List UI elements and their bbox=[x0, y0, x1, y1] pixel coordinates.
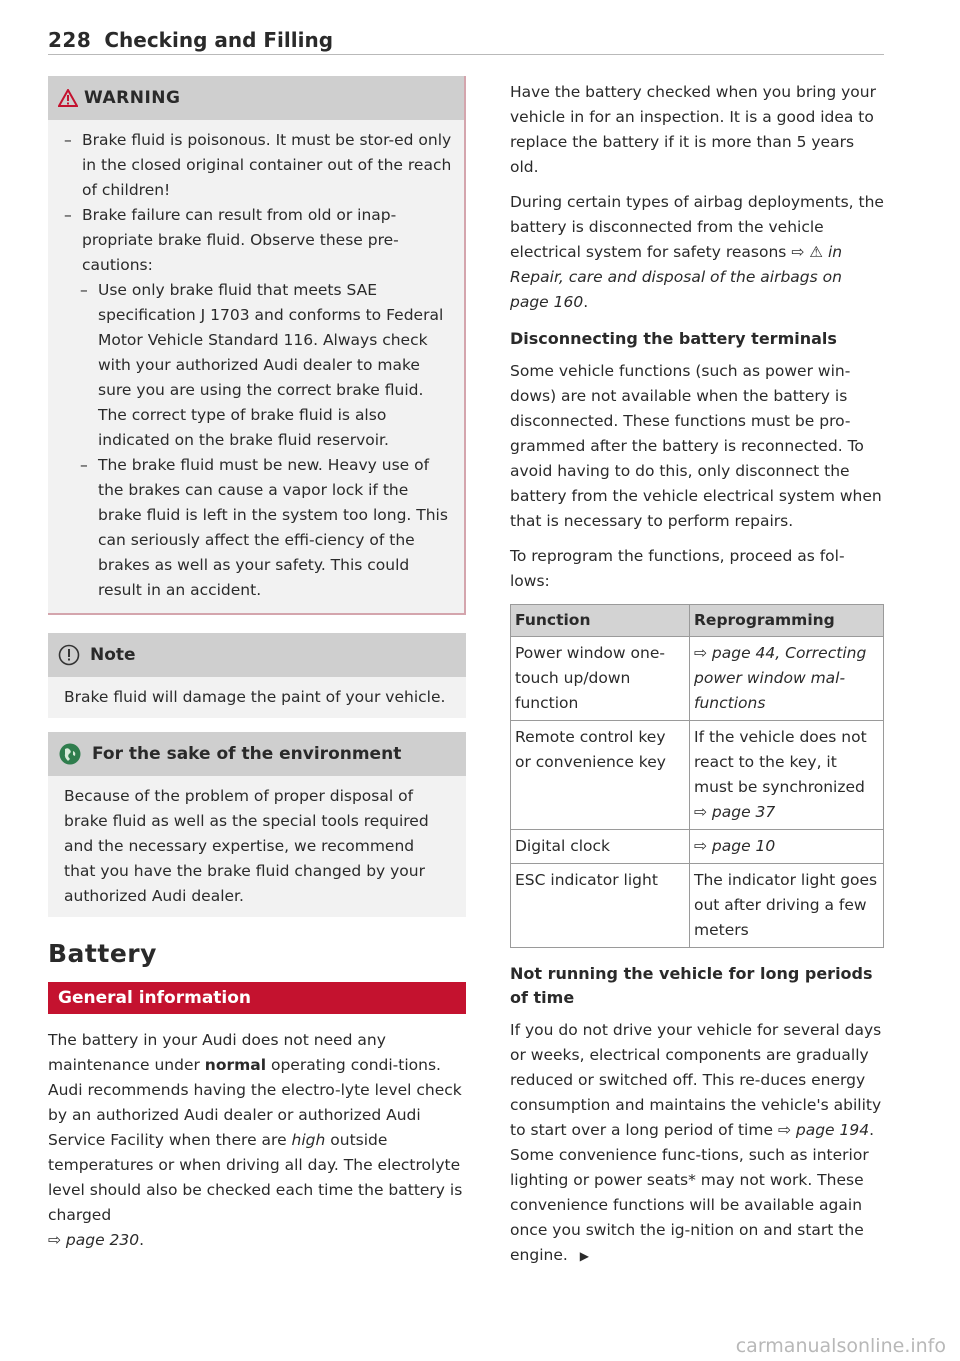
page-ref-link[interactable]: ⇨ page 230 bbox=[48, 1231, 140, 1249]
note-title: Note bbox=[90, 645, 136, 665]
reprogram-intro: To reprogram the functions, proceed as fol-lows: bbox=[510, 547, 845, 590]
page-ref-link[interactable]: ⇨ page 194 bbox=[777, 1121, 870, 1139]
section-title: Checking and Filling bbox=[104, 28, 334, 52]
watermark: carmanualsonline.info bbox=[735, 1335, 946, 1357]
battery-paragraph: The battery in your Audi does not need any maintenance under normal operating condi-tions. Audi recommends having the electro-lyte level check by an authorized Audi dealer or authorized Audi Service Facility when there are high outside temperatures or when driving all day. The electrolyte level should also be checked each time the battery is charged ⇨ page 230. bbox=[48, 1031, 463, 1249]
table-cell: Digital clock bbox=[511, 830, 690, 864]
environment-title: For the sake of the environment bbox=[92, 744, 402, 764]
page-ref-link[interactable]: ⇨ page 37 bbox=[694, 803, 776, 821]
general-information-bar: General information bbox=[48, 982, 466, 1014]
table-header: Function bbox=[511, 605, 690, 637]
warning-triangle-icon bbox=[58, 89, 78, 107]
note-exclamation-icon bbox=[58, 644, 80, 666]
table-cell-link[interactable]: ⇨ page 44, Correcting power window mal-functions bbox=[690, 637, 884, 721]
warning-item: – Brake fluid is poisonous. It must be stor-ed only in the closed original container out of the reach of children! bbox=[64, 128, 452, 203]
table-cell-link[interactable]: ⇨ page 10 bbox=[690, 830, 884, 864]
right-column bbox=[510, 80, 884, 1279]
warning-subitem: – Use only brake fluid that meets SAE specification J 1703 and conforms to Federal Motor Vehicle Standard 116. Always check with your authorized Audi dealer to make sure you are using the correct brake fluid. The correct type of brake fluid is also indicated on the brake fluid reservoir. bbox=[64, 278, 452, 453]
table-row bbox=[511, 721, 884, 830]
disconnecting-heading: Disconnecting the battery terminals bbox=[510, 329, 837, 348]
table-cell: The indicator light goes out after driving a few meters bbox=[690, 864, 884, 948]
airbag-paragraph: During certain types of airbag deployments, the battery is disconnected from the vehicle electrical system for safety reasons ⇨ ⚠ in Repair, care and disposal of the airbags on page 160. bbox=[510, 193, 884, 311]
page-header bbox=[48, 28, 884, 56]
table-row bbox=[511, 637, 884, 721]
warning-title: WARNING bbox=[84, 88, 181, 108]
table-cell: If the vehicle does not react to the key, it must be synchronized ⇨ page 37 bbox=[690, 721, 884, 830]
environment-box bbox=[48, 732, 466, 917]
note-text: Brake fluid will damage the paint of your vehicle. bbox=[64, 688, 446, 706]
battery-heading: Battery bbox=[48, 939, 157, 968]
table-header: Reprogramming bbox=[690, 605, 884, 637]
warning-box bbox=[48, 76, 466, 615]
long-periods-paragraph: If you do not drive your vehicle for several days or weeks, electrical components are gradually reduced or switched off. This re-duces energy consumption and maintains the vehicle's ability to start over a long period of time ⇨ page 194. Some convenience func-tions, such as interior lighting or power seats* may not work. These convenience functions will be available again once you switch the ig-nition on and start the engine. ▶ bbox=[510, 1018, 884, 1269]
warning-header bbox=[48, 76, 464, 120]
warning-body bbox=[48, 120, 464, 603]
warning-item: – Brake failure can result from old or inap-propriate brake fluid. Observe these pre-cautions: bbox=[64, 203, 452, 278]
left-column bbox=[48, 76, 466, 1263]
environment-globe-icon bbox=[58, 742, 82, 766]
table-cell: Power window one-touch up/down function bbox=[511, 637, 690, 721]
environment-header bbox=[48, 732, 466, 776]
continue-arrow-icon: ▶ bbox=[579, 1249, 590, 1263]
table-header-row bbox=[511, 605, 884, 637]
note-box bbox=[48, 633, 466, 718]
table-row bbox=[511, 864, 884, 948]
battery-check-paragraph: Have the battery checked when you bring your vehicle in for an inspection. It is a good idea to replace the battery if it is more than 5 years old. bbox=[510, 83, 876, 176]
table-cell: ESC indicator light bbox=[511, 864, 690, 948]
airbag-ref-link[interactable]: ⇨ ⚠ in Repair, care and disposal of the airbags on page 160 bbox=[510, 243, 843, 311]
long-periods-heading: Not running the vehicle for long periods of time bbox=[510, 964, 873, 1007]
note-header bbox=[48, 633, 466, 677]
warning-subitem: – The brake fluid must be new. Heavy use of the brakes can cause a vapor lock if the brake fluid is left in the system too long. This can seriously affect the effi-ciency of the brakes as well as your safety. This could result in an accident. bbox=[64, 453, 452, 603]
header-divider bbox=[48, 54, 884, 55]
table-cell: Remote control key or convenience key bbox=[511, 721, 690, 830]
disconnecting-paragraph: Some vehicle functions (such as power win-dows) are not available when the battery is disconnected. These functions must be pro-grammed after the battery is reconnected. To avoid having to do this, only disconnect the battery from the vehicle electrical system when that is necessary to perform repairs. bbox=[510, 362, 882, 530]
page-number: 228 bbox=[48, 28, 92, 52]
environment-text: Because of the problem of proper disposal of brake fluid as well as the special tools required and the necessary expertise, we recommend that you have the brake fluid changed by your authorized Audi dealer. bbox=[64, 787, 429, 905]
reprogramming-table bbox=[510, 604, 884, 948]
table-row bbox=[511, 830, 884, 864]
